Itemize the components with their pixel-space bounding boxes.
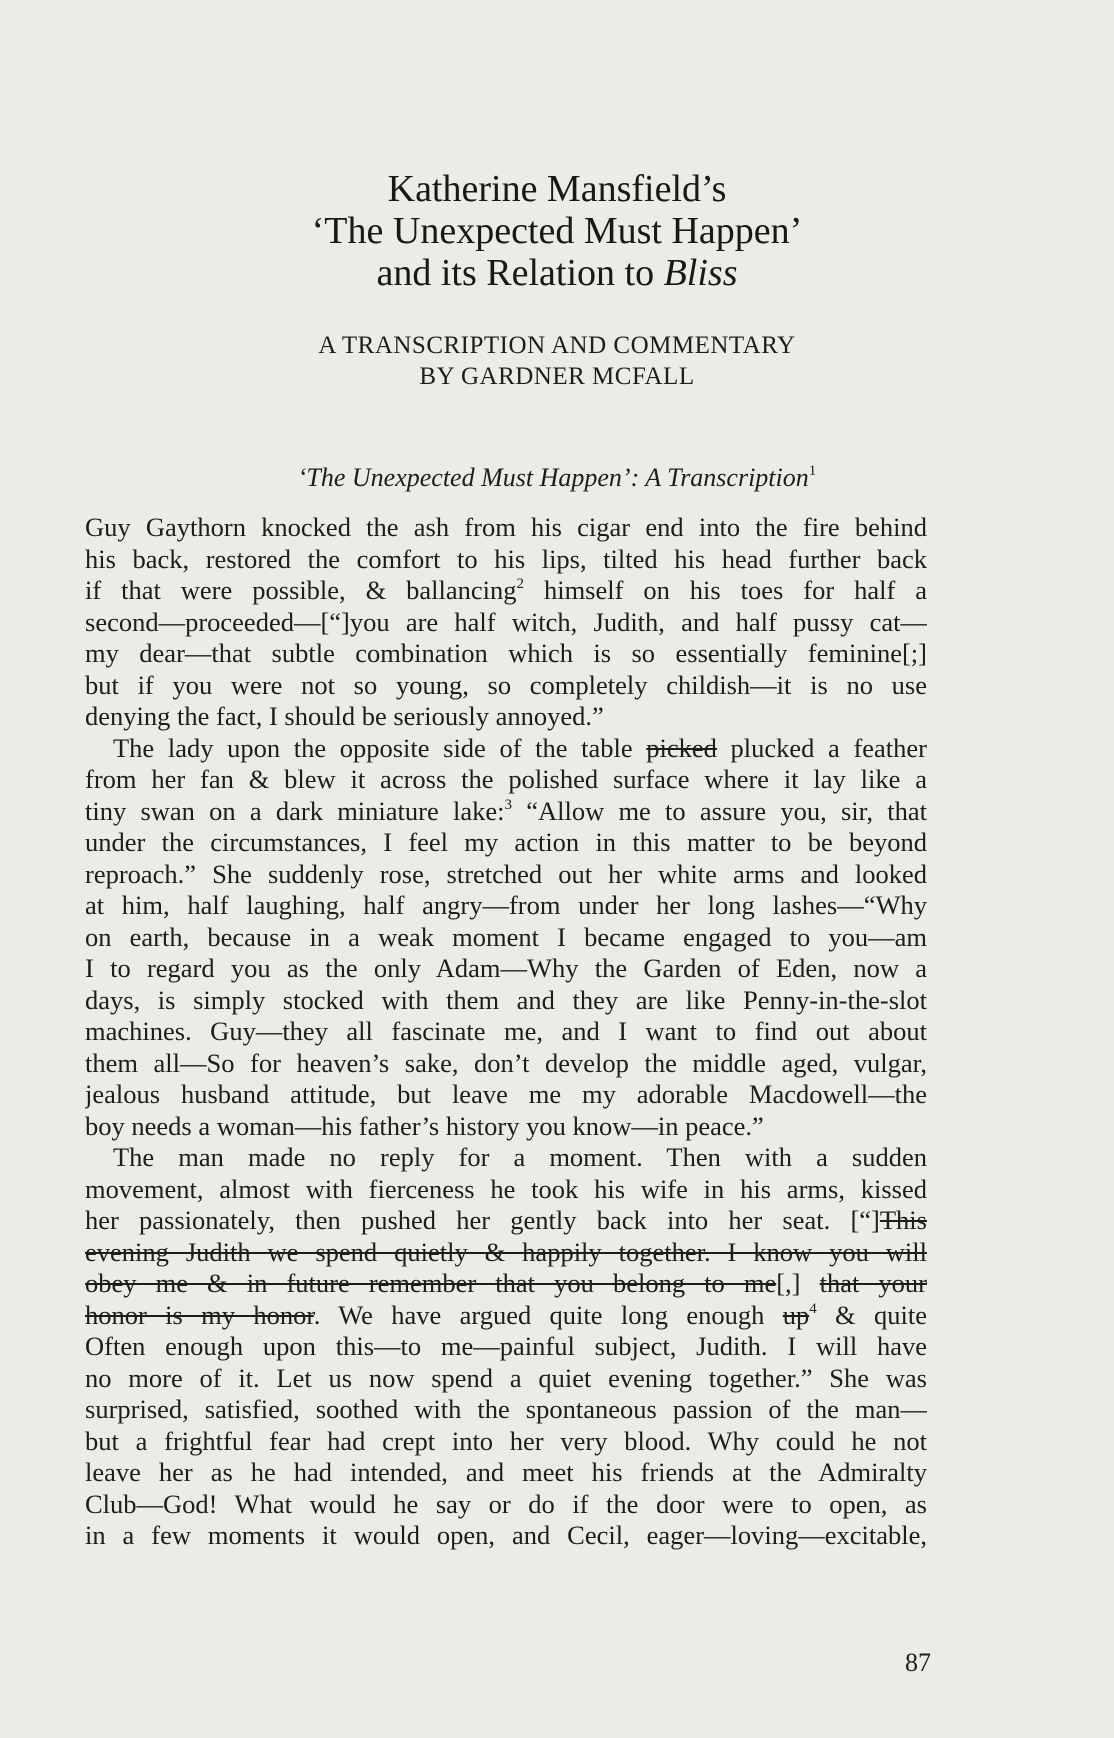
title-line-3 [0,252,1114,294]
text-line: days, is simply stocked with them and they are like Penny-in-the-slot [85,984,927,1015]
text-line: in a few moments it would open, and Cecil, eager—loving—excitable, [85,1520,927,1550]
text-line: The man made no reply for a moment. Then with a sudden [113,1142,927,1172]
text-line: jealous husband attitude, but leave me my adorable Macdowell—the [85,1079,927,1109]
text-line [85,1268,927,1300]
text-run: [,] [776,1268,820,1298]
text-line: no more of it. Let us now spend a quiet evening together.” She was [85,1362,927,1393]
text-line [85,1237,927,1269]
text-run: & quite [816,1299,927,1330]
section-subheading [0,462,1114,494]
text-line: under the circumstances, I feel my action in this matter to be beyond [85,827,927,857]
text-line [85,575,927,607]
text-line: movement, almost with fierceness he took his wife in his arms, kissed [85,1173,927,1204]
text-line: Club—God! What would he say or do if the door were to open, as [85,1488,927,1519]
text-line: second—proceeded—[“]you are half witch, Judith, and half pussy cat— [85,606,927,637]
text-line: leave her as he had intended, and meet his friends at the Admiralty [85,1457,927,1487]
footnote-marker-4: 4 [809,1300,817,1317]
struck-text: evening Judith we spend quietly & happily together. I know you will [85,1236,927,1267]
text-line [85,1205,927,1237]
text-line [85,1300,927,1332]
text-line [85,796,927,828]
footnote-marker-3: 3 [504,796,512,813]
struck-text: obey me & in future remember that you belong to me [85,1268,777,1298]
byline [0,330,1114,392]
text-run: tiny swan on a dark miniature lake: [85,795,505,826]
text-line: at him, half laughing, half angry—from under her long lashes—“Why [85,890,927,920]
text-line: on earth, because in a weak moment I became engaged to you—am [85,921,927,952]
text-run: The lady upon the opposite side of the table [113,732,647,763]
struck-text: that your [819,1268,927,1298]
text-run: her passionately, then pushed her gently back into her seat. [“] [85,1205,880,1235]
text-line: but a frightful fear had crept into her very blood. Why could he not [85,1425,927,1456]
text-line: boy needs a woman—his father’s history you know—in peace.” [85,1110,764,1141]
text-line: reproach.” She suddenly rose, stretched out her white arms and looked [85,858,927,889]
footnote-marker-2: 2 [516,576,525,592]
title-line-1: Katherine Mansfield’s [387,168,727,210]
text-line: machines. Guy—they all fascinate me, and I want to find out about [85,1016,927,1046]
struck-text: This [879,1205,927,1235]
subheading-text: ‘The Unexpected Must Happen’: A Transcription [297,463,809,492]
title-bliss-italic: Bliss [663,252,738,294]
text-line: my dear—that subtle combination which is so essentially feminine[;] [85,638,927,668]
text-line: I to regard you as the only Adam—Why the Garden of Eden, now a [85,953,927,983]
text-line: but if you were not so young, so completely childish—it is no use [85,669,927,700]
text-run: . We have argued quite long enough [313,1299,783,1330]
text-line: denying the fact, I should be seriously annoyed.” [85,701,604,731]
struck-text: honor is my honor [85,1299,314,1330]
text-line: them all—So for heaven’s sake, don’t develop the middle aged, vulgar, [85,1047,927,1078]
text-line [85,733,927,765]
page-number: 87 [905,1648,931,1677]
footnote-marker-1: 1 [808,463,817,479]
text-line: surprised, satisfied, soothed with the spontaneous passion of the man— [85,1394,927,1424]
text-line: his back, restored the comfort to his lips, tilted his head further back [85,543,927,574]
byline-author: BY GARDNER MCFALL [419,363,695,390]
text-run: himself on his toes for half a [524,575,927,605]
text-line: Often enough upon this—to me—painful subject, Judith. I will have [85,1331,927,1361]
text-line: from her fan & blew it across the polished surface where it lay like a [85,764,927,794]
text-run: plucked a feather [716,732,927,763]
text-line: Guy Gaythorn knocked the ash from his cigar end into the fire behind [85,512,927,542]
title-line-3-text: and its Relation to [376,252,664,294]
byline-line-1: A TRANSCRIPTION AND COMMENTARY [318,332,796,359]
title-line-2: ‘The Unexpected Must Happen’ [311,210,803,252]
transcription-body [85,512,927,1552]
struck-word: picked [646,732,717,763]
article-title [0,168,1114,294]
text-run: if that were possible, & ballancing [85,575,517,605]
struck-word: up [782,1299,810,1330]
text-run: “Allow me to assure you, sir, that [511,795,927,826]
